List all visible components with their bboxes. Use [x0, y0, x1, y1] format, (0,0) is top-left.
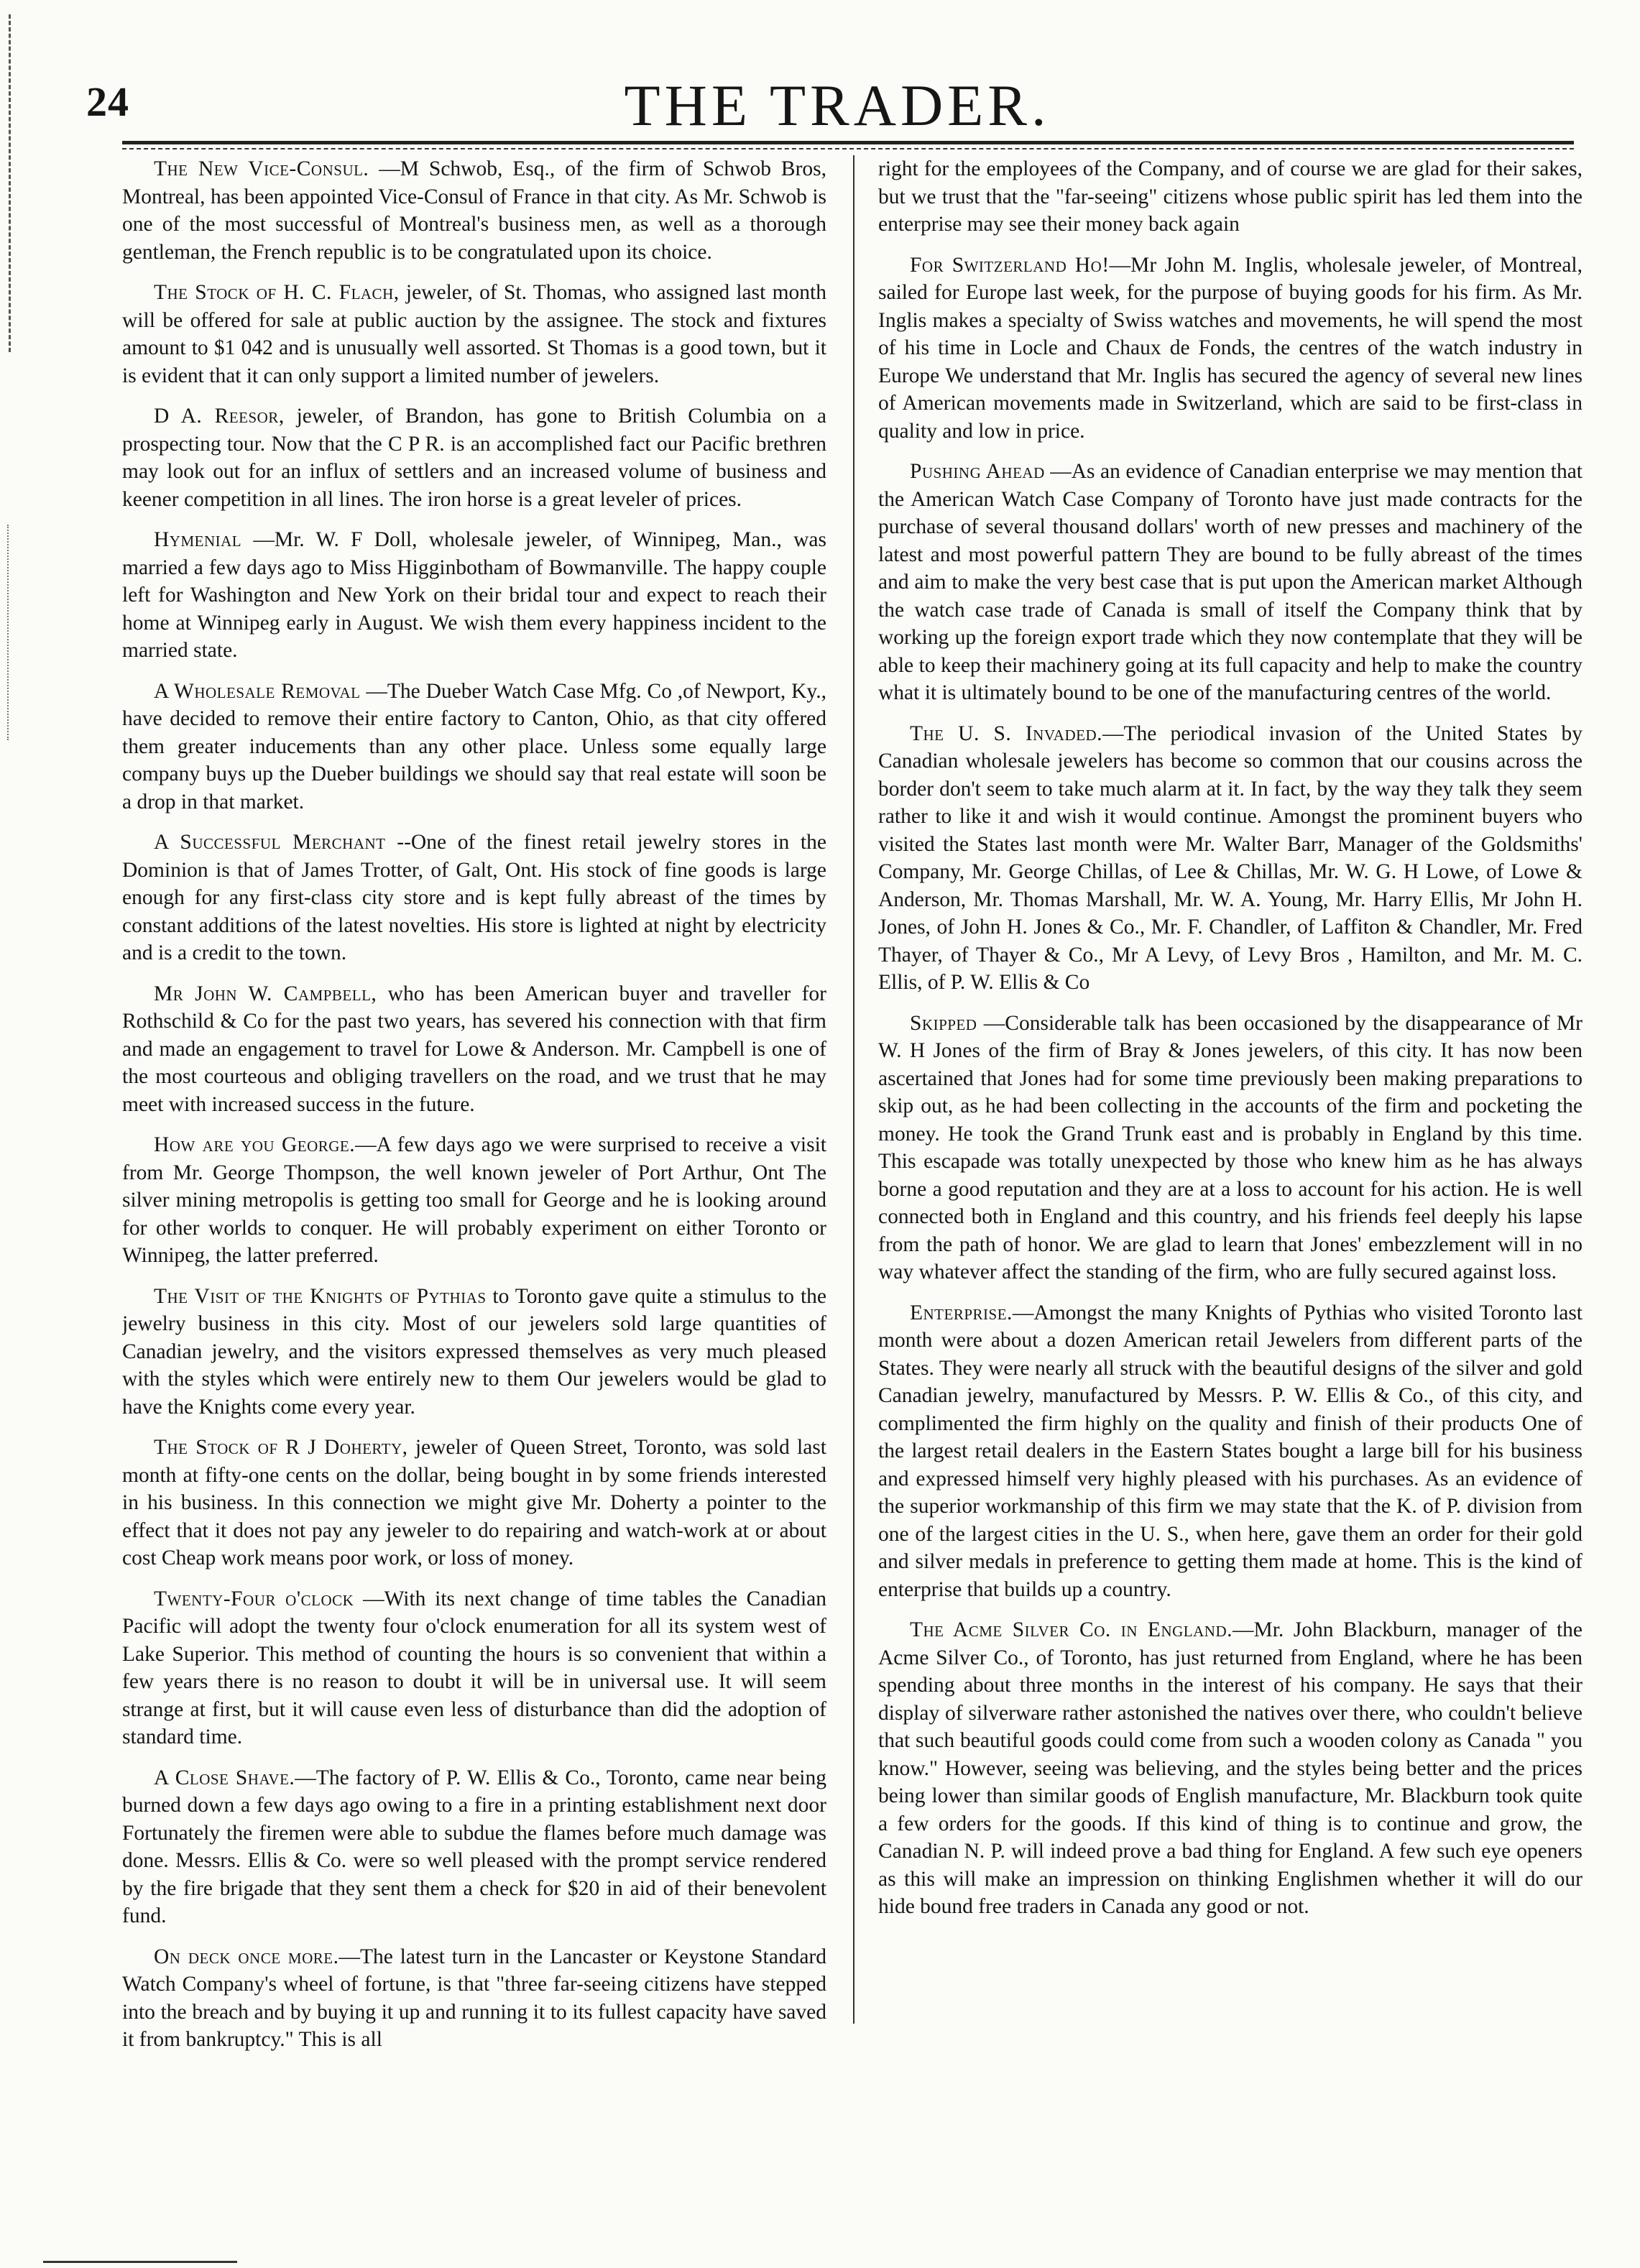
article-paragraph — [878, 252, 1583, 446]
article-paragraph — [122, 1131, 826, 1270]
article-lead: Hymenial — [154, 528, 242, 551]
right-column — [878, 155, 1583, 2175]
article-paragraph — [122, 402, 826, 513]
header-rule — [122, 141, 1574, 144]
page-title: THE TRADER. — [624, 73, 1051, 138]
article-lead: D A. Reesor, — [154, 405, 285, 428]
article-text: —The factory of P. W. Ellis & Co., Toronto, came near being burned down a few days ago owing to a fire in a printing establishment next door Fortunately the firemen were able to subdue the flames before much damage was done. Messrs. Ellis & Co. were so well pleased with the prompt service rendered by the fire brigade that they sent them a check for $20 in aid of their benevolent fund. — [122, 1766, 826, 1927]
article-text: —Considerable talk has been occasioned by the disappearance of Mr W. H Jones of the firm of Bray & Jones jewelers, of this city. It has now been ascertained that Jones had for some time previously been making preparations to skip out, as he had been collecting in the accounts of the firm and pocketing the money. He took the Grand Trunk east and is probably in England by this time. This escapade was totally unexpected by those who knew him as he has always borne a good reputation and they are at a loss to account for his action. He is well connected both in England and this country, and his friends feel deeply his lapse from the path of honor. We are glad to learn that Jones' embezzlement will in no way whatever affect the standing of the firm, who are fully secured against loss. — [878, 1011, 1583, 1283]
article-lead: The U. S. Invaded. — [910, 722, 1102, 745]
article-text: jeweler of Queen Street, Toronto, was sold last month at fifty-one cents on the dollar, being bought in by some friends interested in his business. In this connection we might give Mr. Doherty a pointer to the effect that it does not pay any jeweler to do repairing and watch-work at or about cost Cheap work means poor work, or loss of money. — [122, 1436, 826, 1569]
article-paragraph — [122, 1764, 826, 1930]
article-text: jeweler, of Brandon, has gone to British Columbia on a prospecting tour. Now that the C P R. is an accomplished fact our Pacific brethren may look out for an influx of settlers and an increased volume of business and keener competition in all lines. The iron horse is a great leveler of prices. — [122, 405, 826, 511]
article-text: —The periodical invasion of the United States by Canadian wholesale jewelers has become so common that our cousins across the border don't seem to take much alarm at it. In fact, by the way they talk they seem rather to like it and wish it would continue. Amongst the prominent buyers who visited the States last month were Mr. Walter Barr, Manager of the Goldsmiths' Company, Mr. George Chillas, of Lee & Chillas, Mr. W. G. H Lowe, of Lowe & Anderson, Mr. Thomas Marshall, Mr. W. A. Young, Mr. Harry Ellis, Mr John H. Jones, of John H. Jones & Co., Mr. F. Chandler, of Laffiton & Chandler, Mr. Fred Thayer, of Thayer & Co., Mr A Levy, of Levy Bros , Hamilton, and Mr. M. C. Ellis, of P. W. Ellis & Co — [878, 722, 1583, 994]
article-text: —A few days ago we were surprised to receive a visit from Mr. George Thompson, the well known jeweler of Port Arthur, Ont The silver mining metropolis is getting too small for George and he is looking around for other worlds to conquer. He will probably experiment on either Toronto or Winnipeg, the latter preferred. — [122, 1133, 826, 1267]
article-lead: On deck once more. — [154, 1945, 339, 1968]
margin-scan-rule-lower — [7, 525, 9, 740]
article-paragraph — [122, 678, 826, 816]
article-paragraph — [122, 829, 826, 967]
article-text: —Mr. John Blackburn, manager of the Acme Silver Co., of Toronto, has just returned from England, where he has been spending about three months in the interest of his company. He says that their display of silverware rather astonished the natives over there, who couldn't believe that such beautiful goods could come from such a wooden colony as Canada " you know." However, seeing was believing, and the styles being better and the prices being lower than similar goods of English manufacture, Mr. Blackburn took quite a few orders for the goods. If this kind of thing is to continue and grow, the Canadian N. P. will indeed prove a bad thing for England. A few such eye openers as this will make an impression on thinking Englishmen whether it will do our hide bound free traders in Canada any good or not. — [878, 1618, 1583, 1918]
article-paragraph — [122, 1434, 826, 1572]
article-paragraph — [122, 155, 826, 266]
article-text: right for the employees of the Company, and of course we are glad for their sakes, but we trust that the "far-seeing" citizens whose public spirit has led them into the enterprise may see their money back again — [878, 157, 1583, 236]
article-lead: Mr John W. Campbell, — [154, 982, 377, 1005]
article-lead: Pushing Ahead — [910, 460, 1045, 483]
article-paragraph — [878, 720, 1583, 997]
article-lead: A Close Shave. — [154, 1766, 295, 1789]
article-lead: For Switzerland Ho! — [910, 253, 1110, 277]
article-text: —Mr John M. Inglis, wholesale jeweler, of Montreal, sailed for Europe last week, for the purpose of buying goods for his firm. As Mr. Inglis makes a specialty of Swiss watches and movements, he will spend the most of his time in Locle and Chaux de Fonds, the centres of the watch industry in Europe We understand that Mr. Inglis has secured the agency of several new lines of American movements made in Switzerland, which are said to be first-class in quality and low in price. — [878, 253, 1583, 443]
article-text: —As an evidence of Canadian enterprise we may mention that the American Watch Case Company of Toronto have just made contracts for the purchase of several thousand dollars' worth of new presses and machinery of the latest and most powerful pattern They are bound to be fully abreast of the times and aim to make the very best case that is put upon the American market Although the watch case trade of Canada is small of itself the Company think that by working up the foreign export trade which they now contemplate that they will be able to keep their machinery going at its full capacity and help to make the country what it is ultimately bound to be one of the manufacturing centres of the world. — [878, 460, 1583, 704]
article-text: —The latest turn in the Lancaster or Keystone Standard Watch Company's wheel of fortune, is that "three far-seeing citizens have stepped into the breach and by buying it up and running it to its fullest capacity have saved it from bankruptcy." This is all — [122, 1945, 826, 2051]
article-lead: The Acme Silver Co. in England. — [910, 1618, 1233, 1641]
article-paragraph-continued — [878, 155, 1583, 239]
article-paragraph — [878, 1299, 1583, 1604]
article-text: —M Schwob, Esq., of the firm of Schwob Bros, Montreal, has been appointed Vice-Consul of France in that city. As Mr. Schwob is one of the most successful of Montreal's business men, as well as a thorough gentleman, the French republic is to be congratulated upon its choice. — [122, 157, 826, 264]
page-number: 24 — [86, 78, 129, 125]
article-paragraph — [122, 279, 826, 389]
article-text: jeweler, of St. Thomas, who assigned last month will be offered for sale at public auction by the assignee. The stock and fixtures amount to $1 042 and is unusually well assorted. St Thomas is a good town, but it is evident that it can only support a limited number of jewelers. — [122, 281, 826, 387]
article-text: —With its next change of time tables the Canadian Pacific will adopt the twenty four o'clock enumeration for all its system west of Lake Superior. This method of counting the hours is so convenient that within a few years there is no reason to doubt it will be in universal use. It will seem strange at first, but it will cause even less of disturbance than did the adoption of standard time. — [122, 1587, 826, 1748]
margin-scan-rule — [9, 14, 11, 352]
footer-rule — [43, 2261, 237, 2263]
article-paragraph — [122, 1585, 826, 1751]
article-paragraph — [122, 980, 826, 1119]
header-rule-dashed — [122, 148, 1574, 149]
article-paragraph — [878, 1010, 1583, 1286]
article-lead: A Successful Merchant — [154, 831, 386, 854]
article-lead: The Visit of the Knights of Pythias — [154, 1284, 487, 1308]
article-lead: The Stock of R J Doherty, — [154, 1436, 408, 1459]
left-column — [122, 155, 826, 2175]
article-lead: Enterprise. — [910, 1301, 1013, 1324]
article-paragraph — [122, 526, 826, 665]
article-columns — [122, 155, 1581, 2175]
article-lead: Skipped — [910, 1011, 977, 1035]
article-lead: Twenty-Four o'clock — [154, 1587, 354, 1610]
column-divider — [853, 155, 854, 2024]
article-text: to Toronto gave quite a stimulus to the jewelry business in this city. Most of our jewelers sold large quantities of Canadian jewelry, and the visitors expressed themselves as very much pleased with the styles which were entirely new to them Our jewelers would be glad to have the Knights come every year. — [122, 1284, 826, 1419]
article-text: —Amongst the many Knights of Pythias who visited Toronto last month were about a dozen American retail Jewelers from different parts of the States. They were nearly all struck with the beautiful designs of the silver and gold Canadian jewelry, manufactured by Messrs. P. W. Ellis & Co., of this city, and complimented the firm highly on the quality and finish of their products One of the largest retail dealers in the Eastern States bought a large bill for his business and expressed himself very highly pleased with his purchases. As an evidence of the superior workmanship of this firm we may state that the K. of P. division from one of the largest cities in the U. S., when here, gave them an order for their gold and silver medals in preference to getting them made at home. This is the kind of enterprise that builds up a country. — [878, 1301, 1583, 1601]
article-paragraph — [122, 1943, 826, 2054]
article-text: --One of the finest retail jewelry stores in the Dominion is that of James Trotter, of Galt, Ont. His stock of fine goods is large enough for any first-class city store and is kept fully abreast of the times by constant additions of the latest novelties. His store is lighted at night by electricity and is a credit to the town. — [122, 831, 826, 964]
article-text: who has been American buyer and traveller for Rothschild & Co for the past two years, has severed his connection with that firm and made an engagement to travel for Lowe & Anderson. Mr. Campbell is one of the most courteous and obliging travellers on the road, and we trust that he may meet with increased success in the future. — [122, 982, 826, 1116]
article-text: —Mr. W. F Doll, wholesale jeweler, of Winnipeg, Man., was married a few days ago to Miss Higginbotham of Bowmanville. The happy couple left for Washington and New York on their bridal tour and expect to reach their home at Winnipeg early in August. We wish them every happiness incident to the married state. — [122, 528, 826, 662]
article-lead: The Stock of H. C. Flach, — [154, 281, 400, 304]
article-paragraph — [878, 1616, 1583, 1921]
article-paragraph — [878, 458, 1583, 707]
article-text: —The Dueber Watch Case Mfg. Co ,of Newport, Ky., have decided to remove their entire factory to Canton, Ohio, as that city offered them greater inducements than any other place. Unless some equally large company buys up the Dueber buildings we should say that real estate will soon be a drop in that market. — [122, 679, 826, 813]
article-lead: A Wholesale Removal — [154, 679, 361, 703]
article-lead: How are you George. — [154, 1133, 356, 1156]
page-header — [86, 72, 1588, 151]
article-paragraph — [122, 1283, 826, 1421]
article-lead: The New Vice-Consul. — [154, 157, 369, 180]
